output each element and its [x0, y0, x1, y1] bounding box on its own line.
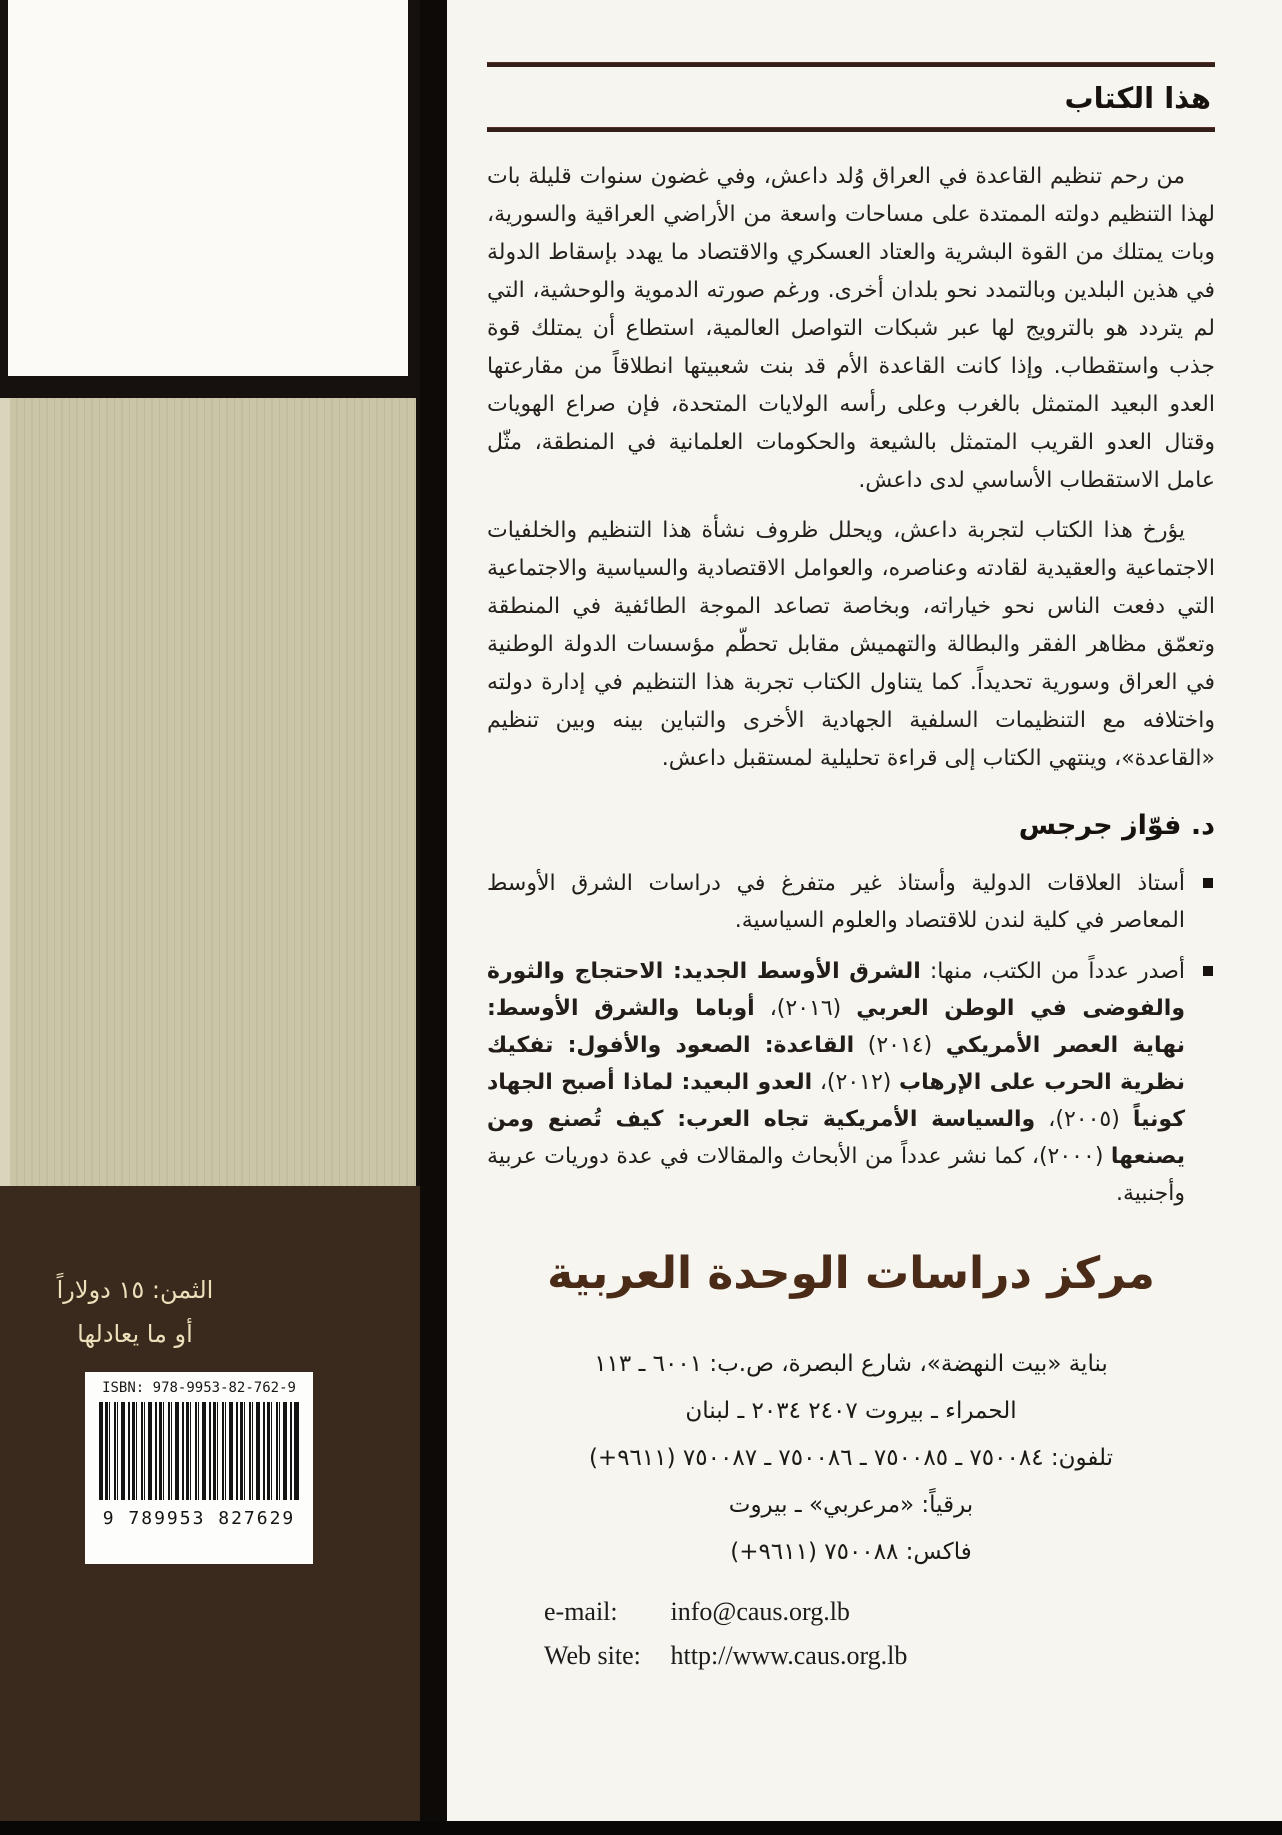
barcode-icon: [99, 1402, 299, 1500]
email-line: [544, 1590, 1215, 1634]
latin-contact-block: [487, 1590, 1215, 1678]
barcode-panel: [85, 1372, 313, 1564]
price-block: [30, 1268, 240, 1356]
author-books-text: [487, 959, 1185, 1206]
olive-texture-panel: [0, 398, 416, 1186]
text-segment: (٢٠٠٠)، كما نشر عدداً من الأبحاث والمقالات في عدة دوريات عربية وأجنبية.: [487, 1144, 1185, 1206]
publisher-name: مركز دراسات الوحدة العربية: [547, 1248, 1155, 1299]
page-content: [487, 0, 1215, 1678]
author-bio-item: [487, 865, 1215, 939]
top-rule: [487, 62, 1215, 67]
cable-line: برقياً: «مرعربي» ـ بيروت: [728, 1492, 974, 1518]
phone-numbers: تلفون: ٧٥٠٠٨٤ ـ ٧٥٠٠٨٥ ـ ٧٥٠٠٨٦ ـ ٧٥٠٠٨٧: [682, 1445, 1114, 1471]
text-segment: أصدر عدداً من الكتب، منها:: [920, 959, 1186, 984]
contact-block: [487, 1341, 1215, 1576]
page-title: هذا الكتاب: [1064, 81, 1211, 115]
text-segment: والسياسة الأمريكية تجاه العرب: كيف تُصنع ومن يصنعها: [487, 1107, 1186, 1169]
barcode-digits: 9 789953 827629: [102, 1508, 296, 1529]
text-segment: (٢٠١٤): [854, 1033, 946, 1058]
square-bullet-icon: [1203, 966, 1213, 976]
bottom-black-edge: [0, 1821, 1282, 1835]
text-segment: (٢٠١٢)،: [812, 1070, 900, 1095]
isbn-label: ISBN: 978-9953-82-762-9: [102, 1380, 296, 1396]
fax-line: [487, 1529, 1215, 1576]
fax-number: فاكس: ٧٥٠٠٨٨: [824, 1539, 972, 1565]
price-line2: أو ما يعادلها: [77, 1320, 193, 1348]
price-line1: الثمن: ١٥ دولاراً: [56, 1276, 214, 1304]
square-bullet-icon: [1203, 878, 1213, 888]
text-segment: الشرق الأوسط الجديد: الاحتجاج والثورة والفوضى في الوطن العربي: [487, 959, 1185, 1021]
phone-line: [487, 1435, 1215, 1482]
address-line-1: بناية «بيت النهضة»، شارع البصرة، ص.ب: ٦٠٠١ ـ ١١٣: [594, 1351, 1108, 1377]
email-address: info@caus.org.lb: [670, 1597, 850, 1626]
blank-white-panel: [8, 0, 408, 376]
author-bio-text: أستاذ العلاقات الدولية وأستاذ غير متفرغ في دراسات الشرق الأوسط المعاصر في كلية لندن للاقتصاد والعلوم السياسية.: [487, 871, 1185, 933]
bottom-rule: [487, 127, 1215, 132]
text-segment: (٢٠٠٥)،: [1035, 1107, 1133, 1132]
summary-paragraph-2: يؤرخ هذا الكتاب لتجربة داعش، ويحلل ظروف نشأة هذا التنظيم والخلفيات الاجتماعية والعقيدية لقادته وعناصره، والعوامل الاقتصادية والسياسية والاجتماعية التي دفعت الناس نحو خياراته، وبخاصة تصاعد الموجة الطائفية في المنطقة وتعمّق مظاهر الفقر والبطالة والتهميش مقابل تحطّم مؤسسات الدولة الوطنية في العراق وسورية تحديداً. كما يتناول الكتاب تجربة هذا التنظيم في إدارة دولته واختلافه مع التنظيمات السلفية الجهادية الأخرى والتباين بينه وبين تنظيم «القاعدة»، وينتهي الكتاب إلى قراءة تحليلية لمستقبل داعش.: [487, 518, 1215, 771]
address-line-2: الحمراء ـ بيروت ٢٤٠٧ ٢٠٣٤ ـ لبنان: [685, 1398, 1017, 1424]
fax-country-code: (+٩٦١١): [730, 1539, 817, 1565]
phone-country-code: (+٩٦١١): [588, 1445, 676, 1471]
email-label: e-mail:: [544, 1597, 618, 1626]
author-books-item: [487, 953, 1215, 1212]
website-line: [544, 1634, 1215, 1678]
back-cover-page: [447, 0, 1282, 1835]
website-url: http://www.caus.org.lb: [670, 1641, 908, 1670]
spine-shadow-strip: [420, 0, 447, 1835]
website-label: Web site:: [544, 1641, 641, 1670]
spine-column: [0, 0, 447, 1835]
author-name: د. فوّاز جرجس: [1018, 810, 1215, 841]
text-segment: أوباما والشرق الأوسط: نهاية العصر الأمريكي: [487, 996, 1186, 1058]
text-segment: العدو البعيد: لماذا أصبح الجهاد كونياً: [487, 1070, 1185, 1132]
text-segment: القاعدة: الصعود والأفول: تفكيك نظرية الحرب على الإرهاب: [487, 1033, 1185, 1095]
summary-paragraph-1: من رحم تنظيم القاعدة في العراق وُلد داعش، وفي غضون سنوات قليلة بات لهذا التنظيم دولته الممتدة على مساحات واسعة من الأراضي العراقية والسورية، وبات يمتلك من القوة البشرية والعتاد العسكري والاقتصاد ما يهدد بإسقاط الدولة في هذين البلدين وبالتمدد نحو بلدان أخرى. ورغم صورته الدموية والوحشية، التي لم يتردد هو بالترويج لها عبر شبكات التواصل العالمية، استطاع أن يمتلك قوة جذب واستقطاب. وإذا كانت القاعدة الأم قد بنت شعبيتها انطلاقاً من مقارعتها العدو البعيد المتمثل بالغرب وعلى رأسه الولايات المتحدة، فإن صراع الهويات وقتال العدو القريب المتمثل بالشيعة والحكومات العلمانية في المنطقة، مثّل عامل الاستقطاب الأساسي لدى داعش.: [487, 164, 1215, 493]
text-segment: (٢٠١٦)،: [754, 996, 857, 1021]
